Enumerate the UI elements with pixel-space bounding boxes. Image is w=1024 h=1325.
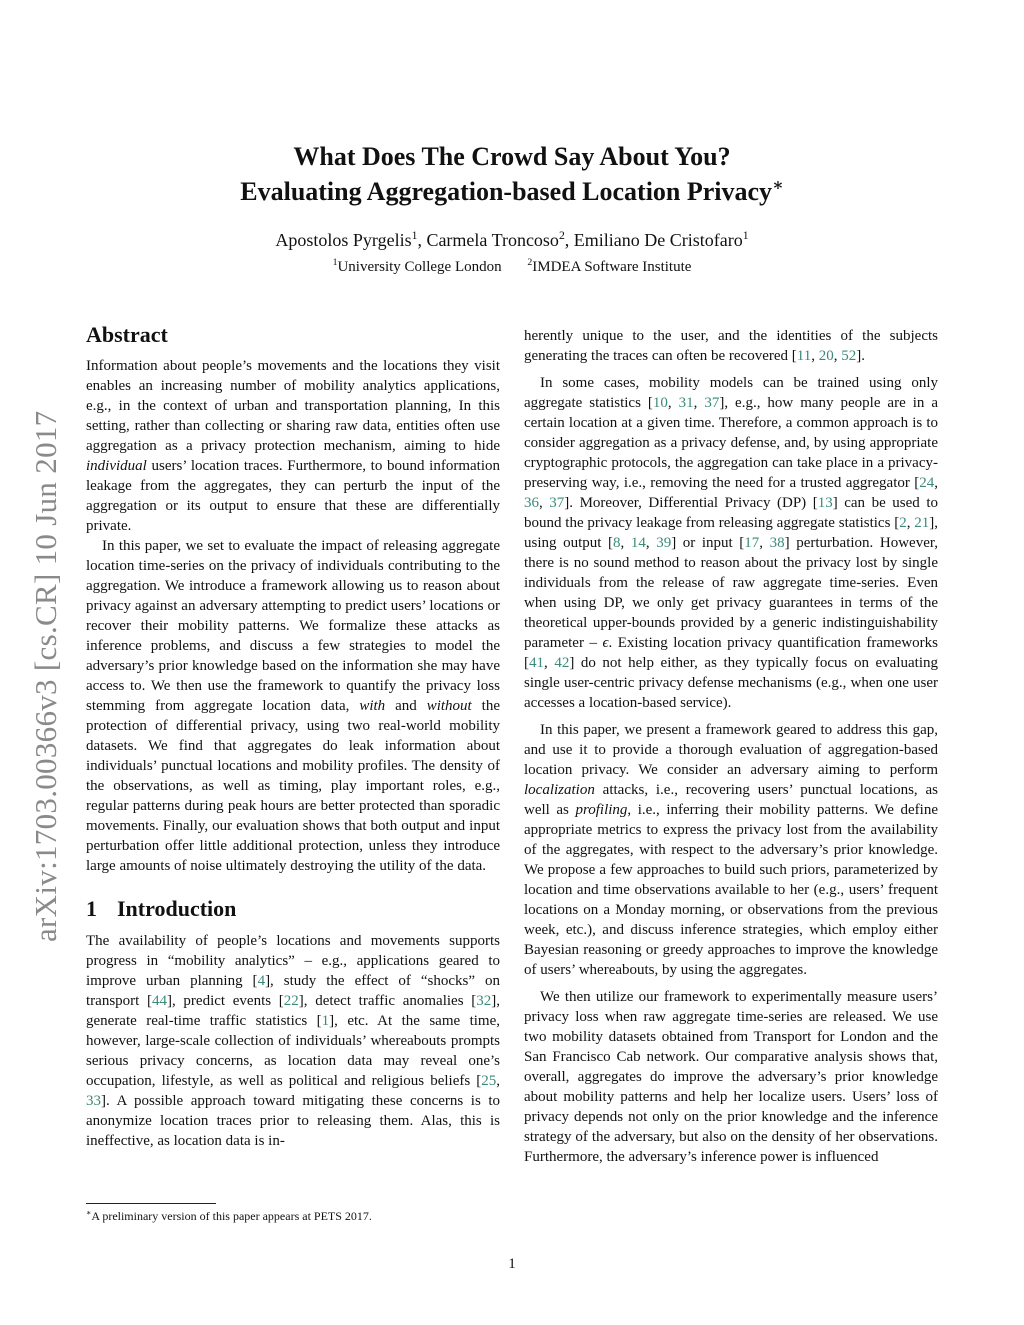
- citation-link[interactable]: 39: [656, 535, 672, 551]
- citation-link[interactable]: 42: [554, 655, 570, 671]
- citation-link[interactable]: 44: [152, 993, 167, 1009]
- introduction-paragraph-1: The availability of people’s locations and movements supports progress in “mobility analytics” – e.g., applications geared to improve urban planning [4], study the effect of “shocks” on transport [44], predict events [22], detect traffic anomalies [32], generate real-time traffic statistics [1], etc. At the same time, however, large-scale collection of individuals’ whereabouts prompts serious privacy concerns, as location data may reveal one’s occupation, lifestyle, as well as political and religious beliefs [25, 33]. A possible approach toward mitigating these concerns is to anonymize location traces prior to releasing them. Alas, this is ineffective, as location data is in-: [86, 933, 500, 1149]
- footnote-rule: [86, 1203, 216, 1204]
- abstract-paragraph-1: Information about people’s movements and the locations they visit enables an increasing number of mobility analytics applications, e.g., in the context of urban and transportation planning, In this setting, rather than collecting or sharing raw data, entities often use aggregation as a privacy protection mechanism, aiming to hide individual users’ location traces. Furthermore, to bound information leakage from the aggregates, they can perturb the input of the aggregation or its output to ensure that these are differentially private.: [86, 358, 500, 534]
- citation-link[interactable]: 37: [549, 495, 565, 511]
- citation-link[interactable]: 31: [678, 395, 694, 411]
- page-number: 1: [508, 1256, 516, 1272]
- paper-title-line-1: What Does The Crowd Say About You?: [293, 142, 731, 171]
- affiliation-list: [0, 259, 1024, 276]
- citation-link[interactable]: 37: [704, 395, 720, 411]
- paper-title-line-2: Evaluating Aggregation-based Location Privacy∗: [240, 175, 784, 206]
- abstract-heading: Abstract: [86, 322, 168, 347]
- abstract-paragraph-2: In this paper, we set to evaluate the impact of releasing aggregate location time-series on the privacy of individuals contributing to the aggregation. We introduce a framework allowing us to reason about privacy against an adversary attempting to predict users’ locations or recover their mobility patterns. We formalize these attacks as inference problems, and discuss a few strategies to model the adversary’s prior knowledge based on the information she may have access to. We then use the framework to quantify the privacy loss stemming from aggregate location data, with and without the protection of differential privacy, using two real-world mobility datasets. We find that aggregates do leak information about individuals’ punctual locations and mobility profiles. The density of the observations, as well as timing, play important roles, e.g., regular patterns during peak hours are better protected than sporadic movements. Finally, our evaluation shows that both output and input perturbation offer little additional protection, unless they introduce large amounts of noise ultimately destroying the utility of the data.: [86, 538, 500, 874]
- author: Emiliano De Cristofaro$^1$: [573, 229, 749, 250]
- citation-link[interactable]: 36: [524, 495, 539, 511]
- citation-link[interactable]: 52: [841, 348, 857, 364]
- citation-link[interactable]: 41: [529, 655, 544, 671]
- citation-link[interactable]: 24: [919, 475, 935, 491]
- author: Carmela Troncoso$^2$,: [426, 229, 574, 250]
- body-paragraph: herently unique to the user, and the identities of the subjects generating the traces can often be recovered [11, 20, 52].: [524, 328, 938, 364]
- citation-link[interactable]: 1: [321, 1013, 330, 1029]
- arxiv-identifier: arXiv:1703.00366v3 [cs.CR] 10 Jun 2017: [28, 410, 63, 942]
- introduction-heading: 1 Introduction: [86, 896, 237, 921]
- citation-link[interactable]: 14: [630, 535, 646, 551]
- citation-link[interactable]: 4: [257, 973, 266, 989]
- citation-link[interactable]: 8: [613, 535, 621, 551]
- citation-link[interactable]: 25: [481, 1073, 497, 1089]
- citation-link[interactable]: 33: [86, 1093, 101, 1109]
- body-paragraph: In this paper, we present a framework geared to address this gap, and use it to provide a thorough evaluation of aggregation-based location privacy. We consider an adversary aiming to perform localization attacks, i.e., recovering users’ punctual locations, as well as profiling, i.e., inferring their mobility patterns. We define appropriate metrics to express the privacy lost from the availability of the aggregates, with respect to the adversary’s prior knowledge. We propose a few approaches to build such priors, parameterized by location and time observations available to her (e.g., users’ frequent locations on a Monday morning, or observations from the previous week, etc.), and discuss inference strategies, which employ either Bayesian reasoning or greedy approaches to improve the knowledge of users’ whereabouts, by using the aggregates.: [524, 722, 939, 978]
- citation-link[interactable]: 17: [744, 535, 760, 551]
- citation-link[interactable]: 21: [914, 515, 930, 531]
- right-column: [524, 326, 938, 1167]
- citation-link[interactable]: 22: [283, 993, 299, 1009]
- affiliation: $^1$University College London: [332, 257, 502, 275]
- citation-link[interactable]: 38: [769, 535, 785, 551]
- affiliation: $^2$IMDEA Software Institute: [527, 257, 692, 275]
- title-footnote-mark: ∗: [772, 175, 784, 195]
- citation-link[interactable]: 32: [476, 993, 492, 1009]
- citation-link[interactable]: 20: [818, 348, 834, 364]
- citation-link[interactable]: 13: [817, 495, 833, 511]
- citation-link[interactable]: 10: [652, 395, 668, 411]
- left-column: [86, 322, 500, 1151]
- footnote: ∗A preliminary version of this paper appears at PETS 2017.: [86, 1208, 372, 1223]
- citation-link[interactable]: 2: [899, 515, 907, 531]
- author: Apostolos Pyrgelis$^1$,: [275, 229, 427, 250]
- citation-link[interactable]: 11: [796, 348, 812, 364]
- body-paragraph: In some cases, mobility models can be trained using only aggregate statistics [10, 31, 37], e.g., how many people are in a certain location at a given time. Therefore, a common approach is to consider aggregation as a privacy defense, and, by using appropriate cryptographic protocols, the aggregation can take place in a privacy-preserving way, i.e., removing the need for a trusted aggregator [24, 36, 37]. Moreover, Differential Privacy (DP) [13] can be used to bound the privacy leakage from releasing aggregate statistics [2, 21], using output [8, 14, 39] or input [17, 38] perturbation. However, there is no sound method to reason about the privacy lost by single individuals from the release of raw aggregate time-series. Even when using DP, we only get privacy guarantees in terms of the theoretical upper-bounds provided by a generic indistinguishability parameter – ϵ. Existing location privacy quantification frameworks [41, 42] do not help either, as they typically focus on evaluating single user-centric privacy defense mechanisms (e.g., when one user accesses a location-based service).: [524, 375, 938, 711]
- body-paragraph: We then utilize our framework to experimentally measure users’ privacy loss when raw aggregate time-series are released. We use two mobility datasets obtained from Transport for London and the San Francisco Cab network. Our comparative analysis shows that, overall, aggregates do improve the adversary’s prior knowledge about mobility patterns and help her localize users. Users’ loss of privacy depends not only on the prior knowledge and the inference strategy of the adversary, but also on the density of her observations. Furthermore, the adversary’s inference power is influenced: [524, 989, 938, 1165]
- author-list: [0, 230, 1024, 251]
